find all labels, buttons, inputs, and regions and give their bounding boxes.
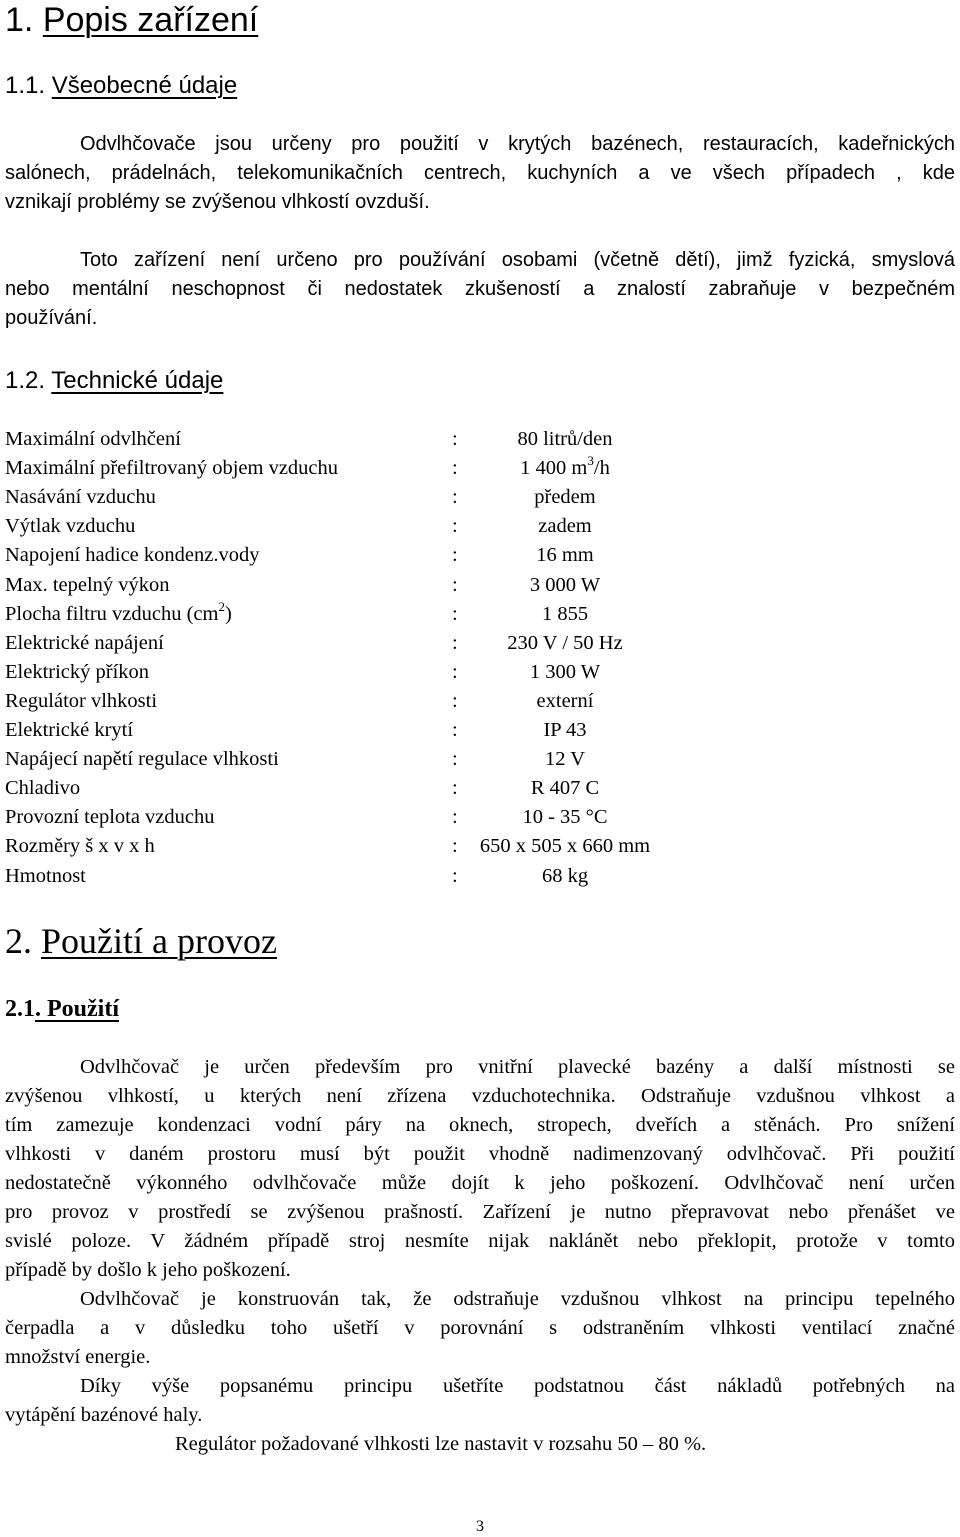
- spec-value: 10 - 35 °C: [522, 806, 608, 829]
- section-heading-2: [5, 920, 277, 962]
- paragraph-line: pro provoz v prostředí se zvýšenou prašností. Zařízení je nutno přepravovat nebo přenášet ve: [5, 1201, 955, 1223]
- savings-paragraph: [5, 1372, 955, 1430]
- spec-separator: :: [452, 806, 458, 829]
- regulator-note: Regulátor požadované vlhkosti lze nastavit v rozsahu 50 – 80 %.: [175, 1433, 707, 1455]
- spec-label: Napojení hadice kondenz.vody: [5, 544, 260, 567]
- paragraph-line: Odvlhčovač je konstruován tak, že odstraňuje vzdušnou vlhkost na principu tepelného: [80, 1288, 955, 1310]
- spec-label: Regulátor vlhkosti: [5, 689, 158, 712]
- paragraph-line: případě by došlo k jeho poškození.: [5, 1259, 291, 1281]
- spec-label: Hmotnost: [5, 864, 86, 887]
- spec-label: Maximální přefiltrovaný objem vzduchu: [5, 457, 339, 480]
- spec-label: Elektrické napájení: [5, 631, 164, 654]
- heading-text: . Použití: [35, 996, 119, 1022]
- subsection-heading-2-1: [5, 994, 119, 1024]
- heading-number: 2.1: [5, 996, 35, 1022]
- section-heading-1: [5, 0, 258, 40]
- spec-value: 16 mm: [536, 544, 594, 567]
- spec-label: Elektrický příkon: [5, 660, 150, 683]
- spec-separator: :: [452, 748, 458, 771]
- spec-separator: :: [452, 602, 458, 625]
- subsection-heading-1-2: [5, 366, 223, 396]
- spec-value: předem: [534, 486, 596, 509]
- spec-label: Nasávání vzduchu: [5, 486, 156, 509]
- spec-label: Max. tepelný výkon: [5, 573, 170, 596]
- heading-number: 1.1.: [5, 72, 52, 99]
- paragraph-line: tím zamezuje kondenzaci vodní páry na oknech, stropech, dveřích a stěnách. Pro snížení: [5, 1114, 955, 1136]
- spec-value: 80 litrů/den: [517, 428, 613, 450]
- heading-text: Všeobecné údaje: [51, 72, 238, 99]
- paragraph-line: Toto zařízení není určeno pro používání osobami (včetně dětí), jimž fyzická, smyslová: [80, 249, 955, 271]
- spec-label: Rozměry š x v x h: [5, 835, 155, 858]
- spec-value: 3 000 W: [529, 573, 601, 596]
- heading-number: 2.: [5, 921, 41, 961]
- spec-label: Napájecí napětí regulace vlhkosti: [5, 748, 279, 771]
- heading-number: 1.2.: [5, 367, 52, 394]
- intro-paragraph: [5, 130, 955, 217]
- spec-label: Plocha filtru vzduchu $(cm^2)$: [5, 598, 232, 625]
- spec-separator: :: [452, 864, 458, 887]
- spec-value: R 407 C: [530, 777, 600, 800]
- principle-paragraph: [5, 1285, 955, 1372]
- heading-number: 1.: [5, 1, 43, 39]
- spec-label: Výtlak vzduchu: [5, 515, 136, 538]
- spec-value: 650 x 505 x 660 mm: [479, 835, 651, 858]
- spec-separator: :: [452, 544, 458, 567]
- paragraph-line: nedostatečně výkonného odvlhčovače může dojít k jeho poškození. Odvlhčovač není určen: [5, 1172, 955, 1194]
- spec-separator: :: [452, 573, 458, 596]
- heading-text: Popis zařízení: [42, 1, 259, 39]
- paragraph-line: svislé poloze. V žádném případě stroj nesmíte nijak naklánět nebo překlopit, protože v tomto: [5, 1230, 955, 1252]
- heading-text: Technické údaje: [51, 367, 224, 394]
- paragraph-line: salónech, prádelnách, telekomunikačních centrech, kuchyních a ve všech případech , kde: [5, 162, 955, 184]
- spec-value: 1 855: [541, 602, 589, 625]
- safety-paragraph: [5, 246, 955, 333]
- spec-separator: :: [452, 689, 458, 712]
- spec-label: Elektrické krytí: [5, 719, 134, 741]
- spec-value: 1 400 $m^3/h$: [520, 453, 610, 480]
- paragraph-line: Odvlhčovač je určen především pro vnitřní plavecké bazény a další místnosti se: [80, 1056, 955, 1078]
- paragraph-line: čerpadla a v důsledku toho ušetří v porovnání s odstraněním vlhkosti ventilací značné: [5, 1317, 955, 1339]
- spec-label: Provozní teplota vzduchu: [5, 806, 215, 829]
- spec-label: Maximální odvlhčení: [5, 428, 181, 450]
- spec-value: 230 V / 50 Hz: [507, 631, 623, 654]
- spec-value: IP 43: [543, 719, 587, 741]
- paragraph-line: vlhkosti v daném prostoru musí být použit vhodně nadimenzovaný odvlhčovač. Při použití: [5, 1143, 955, 1165]
- paragraph-line: používání.: [5, 307, 98, 329]
- paragraph-line: vznikají problémy se zvýšenou vlhkostí ovzduší.: [5, 191, 430, 213]
- paragraph-line: Díky výše popsanému principu ušetříte podstatnou část nákladů potřebných na: [80, 1375, 955, 1397]
- spec-separator: :: [452, 631, 458, 654]
- spec-value: externí: [536, 689, 594, 712]
- spec-separator: :: [452, 719, 458, 741]
- spec-value: 12 V: [544, 748, 586, 771]
- spec-separator: :: [452, 457, 458, 480]
- spec-separator: :: [452, 835, 458, 858]
- paragraph-line: množství energie.: [5, 1346, 151, 1368]
- page-number: 3: [476, 1518, 484, 1535]
- spec-label: Chladivo: [5, 777, 81, 800]
- spec-separator: :: [452, 428, 458, 450]
- paragraph-line: zvýšenou vlhkostí, u kterých není zřízena vzduchotechnika. Odstraňuje vzdušnou vlhkost a: [5, 1085, 955, 1107]
- spec-separator: :: [452, 777, 458, 800]
- subsection-heading-1-1: [5, 71, 237, 101]
- spec-value: 68 kg: [541, 864, 589, 887]
- paragraph-line: Odvlhčovače jsou určeny pro použití v krytých bazénech, restauracích, kadeřnických: [80, 133, 955, 155]
- spec-value: 1 300 W: [529, 660, 601, 683]
- spec-separator: :: [452, 515, 458, 538]
- paragraph-line: vytápění bazénové haly.: [5, 1404, 203, 1426]
- paragraph-line: nebo mentální neschopnost či nedostatek zkušeností a znalostí zabraňuje v bezpečném: [5, 278, 955, 300]
- spec-separator: :: [452, 486, 458, 509]
- heading-text: Použití a provoz: [41, 921, 277, 961]
- spec-value: zadem: [538, 515, 592, 538]
- usage-paragraph: [5, 1053, 955, 1285]
- spec-separator: :: [452, 660, 458, 683]
